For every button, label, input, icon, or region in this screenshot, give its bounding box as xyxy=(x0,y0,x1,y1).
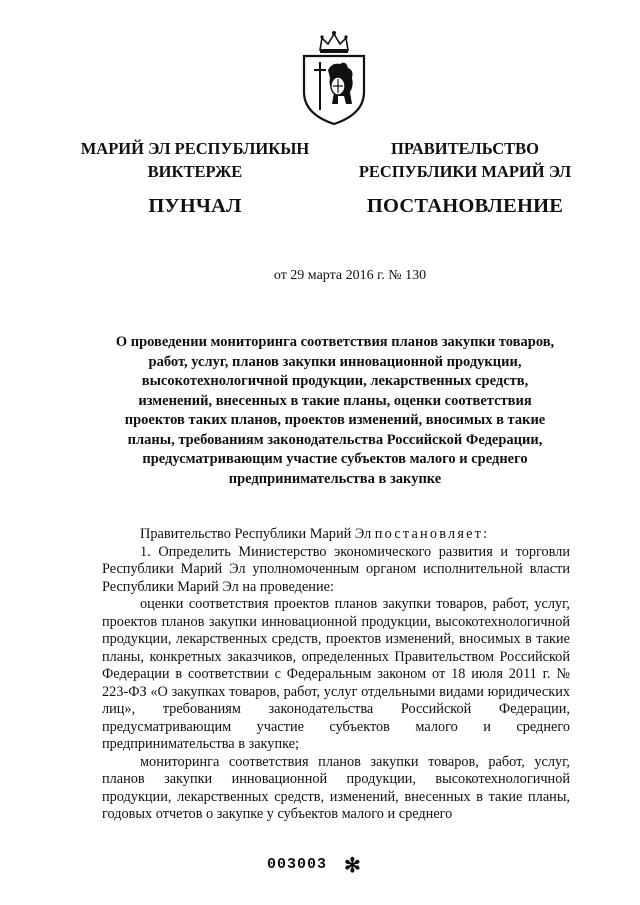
header-left-line1: МАРИЙ ЭЛ РЕСПУБЛИКЫН xyxy=(80,139,310,158)
decree-verb: постановляет: xyxy=(374,526,490,542)
header-right-line1: ПРАВИТЕЛЬСТВО xyxy=(391,139,539,158)
header-right-line2: РЕСПУБЛИКИ МАРИЙ ЭЛ xyxy=(358,162,572,181)
paragraph-1: 1. Определить Министерство экономического развития и торговли Республики Марий Эл уполномоченным органом исполнительной власти Республики Марий Эл на проведение: xyxy=(102,543,570,595)
title-line: О проведении мониторинга соответствия планов закупки товаров, xyxy=(115,334,555,350)
page-footer xyxy=(0,856,640,880)
intro-text: Правительство Республики Марий Эл xyxy=(140,526,375,542)
header-left-line2: ВИКТЕРЖЕ xyxy=(147,162,243,181)
header-right-block xyxy=(340,137,590,218)
title-line: планы, требованиям законодательства Российской Федерации, xyxy=(127,431,543,448)
paragraph-2: оценки соответствия проектов планов закупки товаров, работ, услуг, проектов планов закупки инновационной продукции, высокотехнологичной продукции, лекарственных средств, проектов изменений, вносимых в такие планы, конкретных заказчиков, определенных Правительством Российской Федерации в соответствии с Федеральным законом от 18 июля 2011 г. № 223-ФЗ «О закупках товаров, работ, услуг отдельными видами юридических лиц», требованиям законодательства Российской Федерации, предусматривающим участие субъектов малого и среднего предпринимательства в закупке; xyxy=(102,596,570,752)
title-line: работ, услуг, планов закупки инновационной продукции, xyxy=(148,353,522,370)
title-line: высокотехнологичной продукции, лекарственных средств, xyxy=(141,373,529,389)
title-line: изменений, внесенных в такие планы, оценки соответствия xyxy=(138,392,532,409)
document-title xyxy=(100,333,570,489)
document-body xyxy=(102,526,570,824)
date-number-line: от 29 марта 2016 г. № 130 xyxy=(273,268,427,283)
intro-paragraph xyxy=(102,526,570,544)
asterisk-mark: ✻ xyxy=(344,855,361,877)
paragraph-3: мониторинга соответствия планов закупки товаров, работ, услуг, планов закупки инновационной продукции, высокотехнологичной продукции, лекарственных средств, изменений, внесенных в такие планы, годовых отчетов о закупке у субъектов малого и среднего xyxy=(102,753,570,822)
header-left-doc-type: ПУНЧАЛ xyxy=(148,195,242,217)
form-serial-number: 003003 xyxy=(267,856,328,873)
header-right-doc-type: ПОСТАНОВЛЕНИЕ xyxy=(366,195,564,217)
title-line: проектов таких планов, проектов изменений, вносимых в такие xyxy=(124,412,546,428)
title-line: предусматривающим участие субъектов малого и среднего xyxy=(142,451,528,467)
title-line: предпринимательства в закупке xyxy=(228,470,442,487)
header-left-block xyxy=(70,137,320,218)
mari-el-coat-of-arms-icon xyxy=(298,30,370,126)
